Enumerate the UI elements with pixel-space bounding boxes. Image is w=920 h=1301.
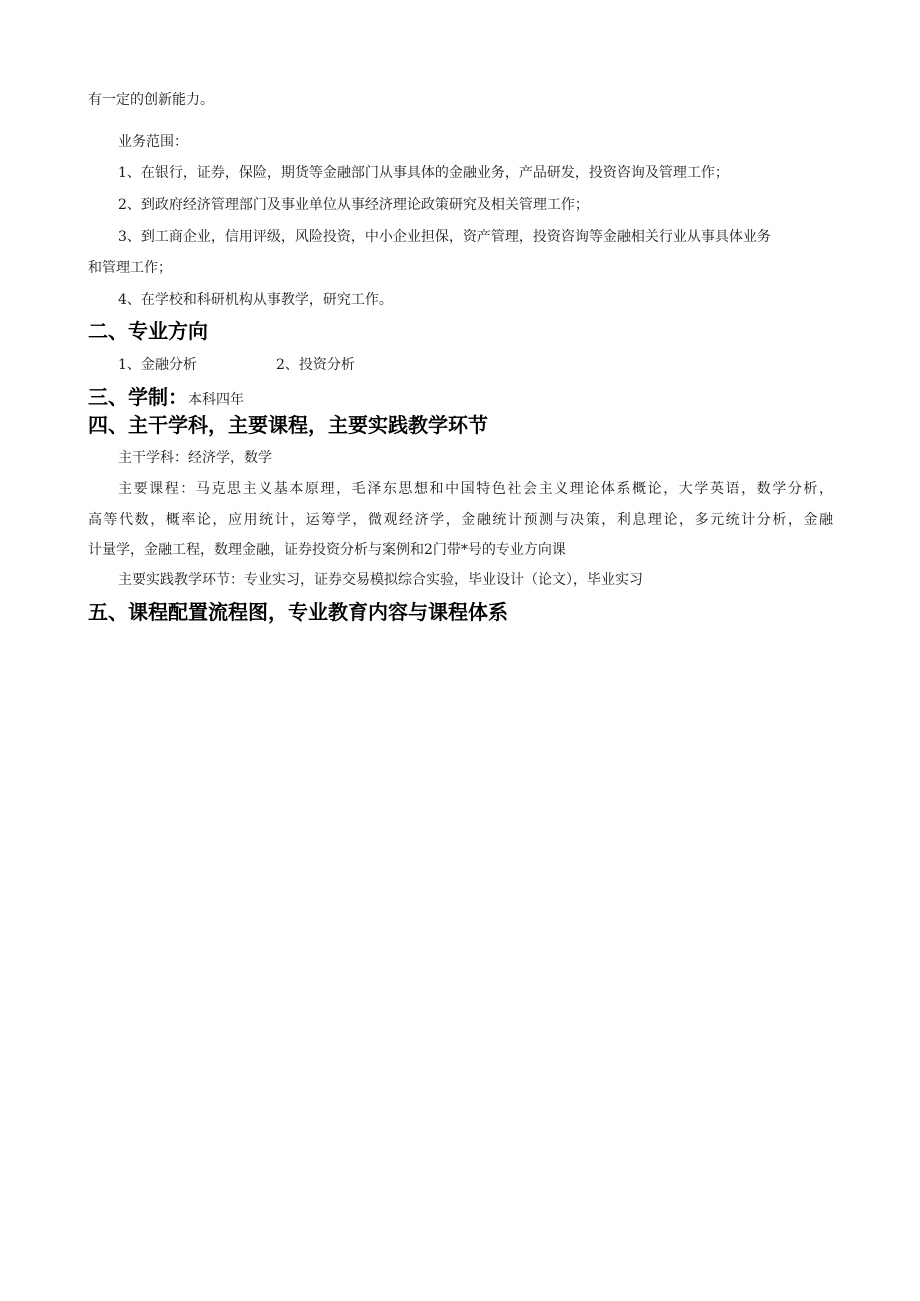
section-3-heading xyxy=(88,384,244,413)
business-scope-item-4: 4、在学校和科研机构从事教学，研究工作。 xyxy=(118,292,393,308)
main-courses-line-2: 高等代数，概率论，应用统计，运筹学，微观经济学，金融统计预测与决策，利息理论，多元统计分析，金融 xyxy=(88,512,833,528)
main-courses-line-1: 主要课程：马克思主义基本原理，毛泽东思想和中国特色社会主义理论体系概论，大学英语，数学分析， xyxy=(118,481,833,497)
business-scope-item-3: 3、到工商企业，信用评级，风险投资，中小企业担保，资产管理，投资咨询等金融相关行业从事具体业务 xyxy=(118,229,771,245)
business-scope-label: 业务范围： xyxy=(118,134,188,150)
section-2-heading: 二、专业方向 xyxy=(88,319,208,343)
business-scope-item-2: 2、到政府经济管理部门及事业单位从事经济理论政策研究及相关管理工作； xyxy=(118,197,589,213)
direction-1: 1、金融分析 xyxy=(118,357,197,373)
direction-2: 2、投资分析 xyxy=(276,357,355,373)
intro-tail-text: 有一定的创新能力。 xyxy=(88,92,214,108)
section-5-heading: 五、课程配置流程图，专业教育内容与课程体系 xyxy=(88,600,508,624)
practice-links: 主要实践教学环节：专业实习，证券交易模拟综合实验，毕业设计（论文），毕业实习 xyxy=(118,572,643,588)
main-courses-line-3: 计量学，金融工程，数理金融，证券投资分析与案例和2门带*号的专业方向课 xyxy=(88,542,566,558)
business-scope-item-1: 1、在银行，证券，保险，期货等金融部门从事具体的金融业务，产品研发，投资咨询及管理工作； xyxy=(118,165,729,181)
business-scope-item-3-cont: 和管理工作； xyxy=(88,260,172,276)
study-length-value: 本科四年 xyxy=(188,392,244,408)
section-4-heading: 四、主干学科，主要课程，主要实践教学环节 xyxy=(88,413,488,437)
section-3-title: 三、学制： xyxy=(88,385,188,409)
main-subjects: 主干学科：经济学，数学 xyxy=(118,450,272,466)
